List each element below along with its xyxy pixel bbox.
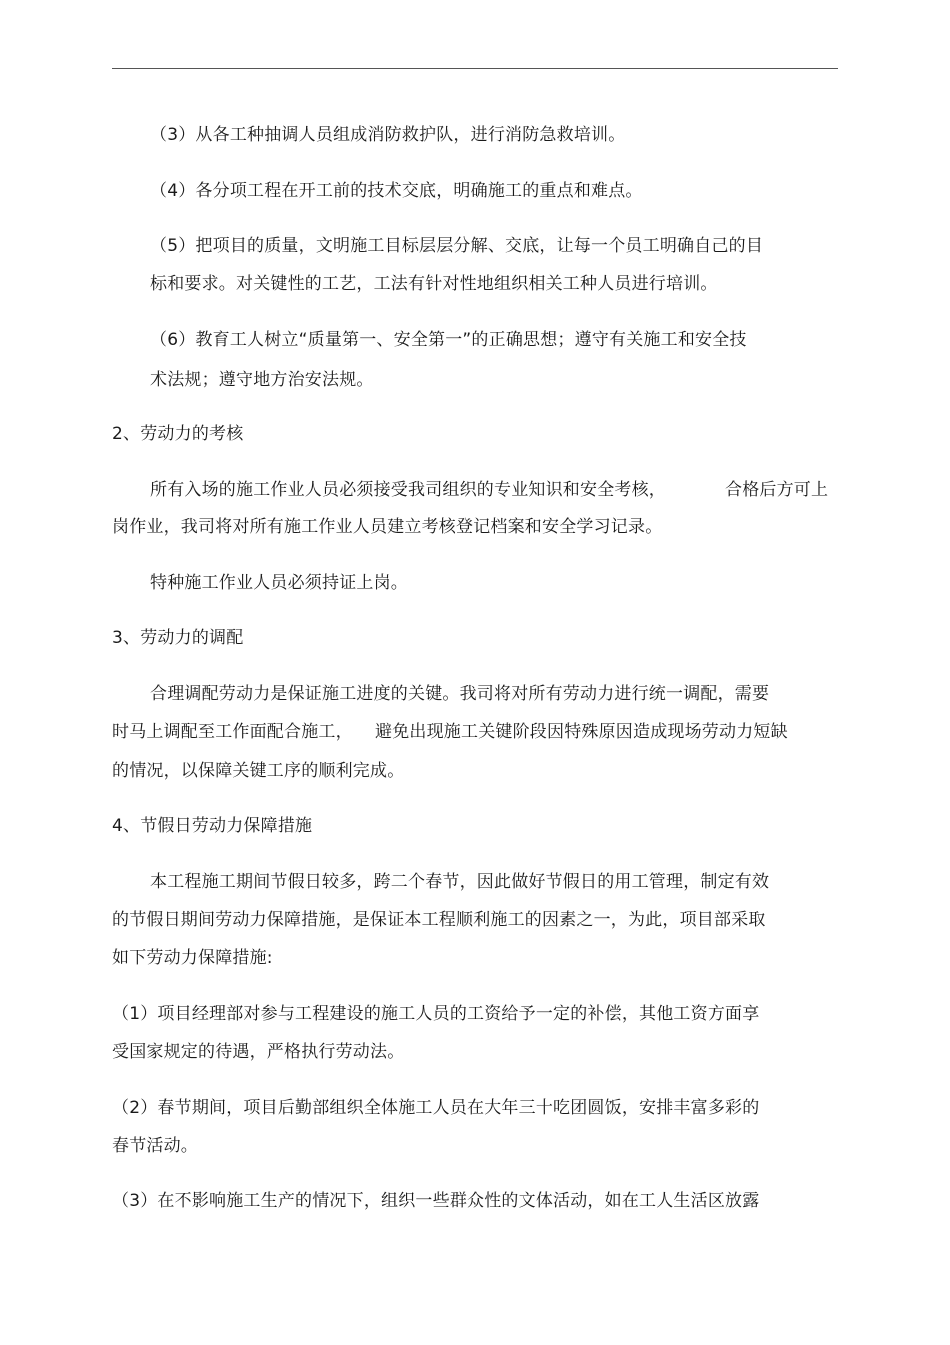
paragraph-line: （1）项目经理部对参与工程建设的施工人员的工资给予一定的补偿，其他工资方面享 <box>112 1004 760 1024</box>
header-rule <box>112 68 838 69</box>
paragraph-line: （5）把项目的质量，文明施工目标层层分解、交底，让每一个员工明确自己的目 <box>150 236 764 256</box>
paragraph-line: （3）在不影响施工生产的情况下，组织一些群众性的文体活动，如在工人生活区放露 <box>112 1191 760 1211</box>
paragraph-line: 术法规；遵守地方治安法规。 <box>150 370 374 390</box>
paragraph-line: 的节假日期间劳动力保障措施，是保证本工程顺利施工的因素之一，为此，项目部采取 <box>112 910 766 930</box>
paragraph-line: 本工程施工期间节假日较多，跨二个春节，因此做好节假日的用工管理，制定有效 <box>150 872 770 892</box>
paragraph-line: （3）从各工种抽调人员组成消防救护队，进行消防急救培训。 <box>150 125 626 145</box>
paragraph-line: 避免出现施工关键阶段因特殊原因造成现场劳动力短缺 <box>375 722 788 742</box>
paragraph-line: 标和要求。对关键性的工艺，工法有针对性地组织相关工种人员进行培训。 <box>150 274 718 294</box>
section-heading: 4、节假日劳动力保障措施 <box>112 816 313 836</box>
paragraph-line: （2）春节期间，项目后勤部组织全体施工人员在大年三十吃团圆饭，安排丰富多彩的 <box>112 1098 760 1118</box>
paragraph-line: 春节活动。 <box>112 1136 198 1156</box>
paragraph-line: （4）各分项工程在开工前的技术交底，明确施工的重点和难点。 <box>150 181 643 201</box>
paragraph-line: 受国家规定的待遇，严格执行劳动法。 <box>112 1042 405 1062</box>
paragraph-line: （6）教育工人树立“质量第一、安全第一”的正确思想；遵守有关施工和安全技 <box>150 330 747 350</box>
paragraph-line: 合格后方可上 <box>725 480 829 500</box>
section-heading: 3、劳动力的调配 <box>112 628 244 648</box>
paragraph-line: 岗作业，我司将对所有施工作业人员建立考核登记档案和安全学习记录。 <box>112 517 663 537</box>
paragraph-line: 时马上调配至工作面配合施工， <box>112 722 353 742</box>
paragraph-line: 的情况，以保障关键工序的顺利完成。 <box>112 761 405 781</box>
paragraph-line: 如下劳动力保障措施: <box>112 948 273 968</box>
paragraph-line: 特种施工作业人员必须持证上岗。 <box>150 573 408 593</box>
paragraph-line: 合理调配劳动力是保证施工进度的关键。我司将对所有劳动力进行统一调配，需要 <box>150 684 770 704</box>
section-heading: 2、劳动力的考核 <box>112 424 244 444</box>
paragraph-line: 所有入场的施工作业人员必须接受我司组织的专业知识和安全考核， <box>150 480 666 500</box>
